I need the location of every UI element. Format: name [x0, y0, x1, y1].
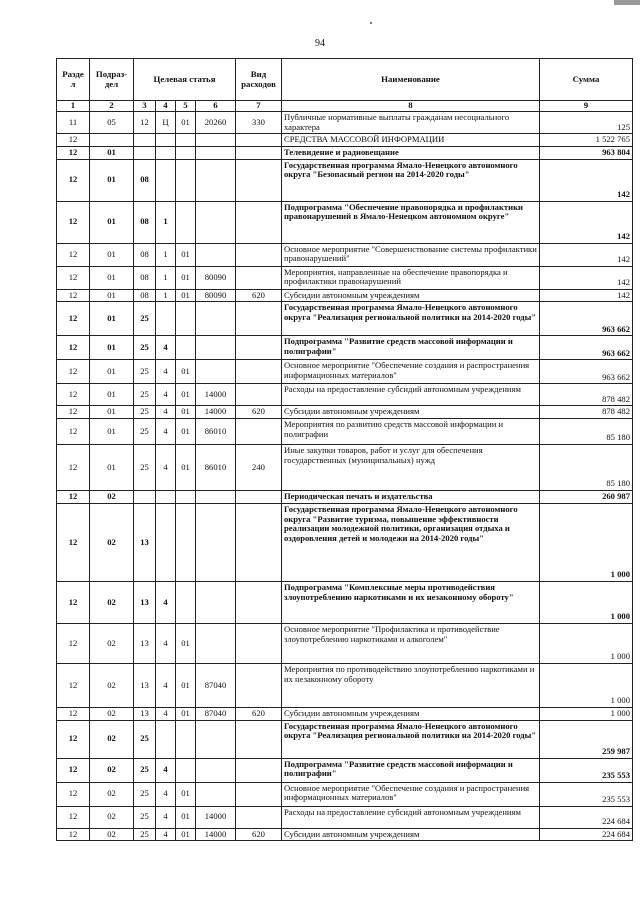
- direction-code-cell: [196, 134, 236, 147]
- name-cell: Мероприятия по противодействию злоупотреблению наркотиками и их незаконному обороту: [282, 663, 540, 707]
- expense-type-cell: [236, 503, 282, 581]
- amount-cell: 1 000: [540, 663, 633, 707]
- program-code-cell: 12: [134, 111, 156, 133]
- table-row: [57, 806, 633, 828]
- event-code-cell: 01: [176, 782, 196, 806]
- direction-code-cell: [196, 336, 236, 360]
- column-number: 6: [196, 101, 236, 112]
- razdel-cell: 11: [57, 111, 90, 133]
- subprogram-code-cell: 4: [156, 623, 176, 663]
- subprogram-code-cell: [156, 491, 176, 504]
- name-cell: Государственная программа Ямало-Ненецкого автономного округа "Безопасный регион на 2014-2020 годы": [282, 159, 540, 201]
- subprogram-code-cell: [156, 302, 176, 336]
- subprogram-code-cell: 4: [156, 758, 176, 782]
- table-row: [57, 302, 633, 336]
- subprogram-code-cell: [156, 159, 176, 201]
- event-code-cell: 01: [176, 111, 196, 133]
- podrazdel-cell: 02: [90, 707, 134, 720]
- razdel-cell: 12: [57, 289, 90, 302]
- program-code-cell: 25: [134, 384, 156, 406]
- expense-type-cell: [236, 159, 282, 201]
- expense-type-cell: [236, 302, 282, 336]
- expense-type-cell: [236, 384, 282, 406]
- razdel-cell: 12: [57, 581, 90, 623]
- program-code-cell: [134, 134, 156, 147]
- name-cell: Расходы на предоставление субсидий автономным учреждениям: [282, 384, 540, 406]
- amount-cell: 85 180: [540, 445, 633, 491]
- amount-cell: 1 000: [540, 503, 633, 581]
- subprogram-code-cell: 4: [156, 336, 176, 360]
- event-code-cell: 01: [176, 828, 196, 841]
- name-cell: Субсидии автономным учреждениям: [282, 406, 540, 419]
- table-row: [57, 266, 633, 289]
- amount-cell: 125: [540, 111, 633, 133]
- direction-code-cell: [196, 623, 236, 663]
- direction-code-cell: [196, 782, 236, 806]
- amount-cell: 963 804: [540, 147, 633, 160]
- name-cell: Иные закупки товаров, работ и услуг для обеспечения государственных (муниципальных) нужд: [282, 445, 540, 491]
- subprogram-code-cell: [156, 134, 176, 147]
- razdel-cell: 12: [57, 707, 90, 720]
- name-cell: Мероприятия, направленные на обеспечение правопорядка и профилактики правонарушений: [282, 266, 540, 289]
- program-code-cell: 25: [134, 782, 156, 806]
- table-row: [57, 828, 633, 841]
- amount-cell: 142: [540, 289, 633, 302]
- razdel-cell: 12: [57, 782, 90, 806]
- subprogram-code-cell: 4: [156, 581, 176, 623]
- razdel-cell: 12: [57, 336, 90, 360]
- podrazdel-cell: 01: [90, 201, 134, 243]
- table-row: [57, 623, 633, 663]
- expense-type-cell: [236, 581, 282, 623]
- event-code-cell: [176, 201, 196, 243]
- podrazdel-cell: 02: [90, 503, 134, 581]
- program-code-cell: 13: [134, 623, 156, 663]
- event-code-cell: 01: [176, 384, 196, 406]
- column-number: 2: [90, 101, 134, 112]
- direction-code-cell: [196, 243, 236, 266]
- event-code-cell: [176, 134, 196, 147]
- amount-cell: 142: [540, 159, 633, 201]
- direction-code-cell: [196, 758, 236, 782]
- razdel-cell: 12: [57, 266, 90, 289]
- table-row: [57, 111, 633, 133]
- direction-code-cell: [196, 302, 236, 336]
- amount-cell: 1 000: [540, 581, 633, 623]
- podrazdel-cell: 02: [90, 663, 134, 707]
- name-cell: Субсидии автономным учреждениям: [282, 289, 540, 302]
- amount-cell: 1 522 765: [540, 134, 633, 147]
- name-cell: Расходы на предоставление субсидий автономным учреждениям: [282, 806, 540, 828]
- amount-cell: 224 684: [540, 806, 633, 828]
- amount-cell: 963 662: [540, 336, 633, 360]
- expense-type-cell: [236, 147, 282, 160]
- direction-code-cell: 14000: [196, 384, 236, 406]
- amount-cell: 235 553: [540, 782, 633, 806]
- expense-type-cell: [236, 336, 282, 360]
- name-cell: Государственная программа Ямало-Ненецкого автономного округа "Реализация региональной политики на 2014-2020 годы": [282, 720, 540, 758]
- subprogram-code-cell: 4: [156, 663, 176, 707]
- event-code-cell: [176, 336, 196, 360]
- column-number: 7: [236, 101, 282, 112]
- direction-code-cell: 87040: [196, 663, 236, 707]
- program-code-cell: 08: [134, 201, 156, 243]
- expense-type-cell: 330: [236, 111, 282, 133]
- podrazdel-cell: 01: [90, 266, 134, 289]
- program-code-cell: 25: [134, 336, 156, 360]
- column-number-row: [57, 101, 633, 112]
- expense-type-cell: [236, 134, 282, 147]
- direction-code-cell: [196, 581, 236, 623]
- subprogram-code-cell: [156, 720, 176, 758]
- podrazdel-cell: 01: [90, 336, 134, 360]
- razdel-cell: 12: [57, 720, 90, 758]
- amount-cell: 142: [540, 201, 633, 243]
- podrazdel-cell: 02: [90, 623, 134, 663]
- direction-code-cell: [196, 491, 236, 504]
- podrazdel-cell: [90, 134, 134, 147]
- amount-cell: 878 482: [540, 406, 633, 419]
- direction-code-cell: 86010: [196, 445, 236, 491]
- razdel-cell: 12: [57, 147, 90, 160]
- direction-code-cell: 87040: [196, 707, 236, 720]
- subprogram-code-cell: 1: [156, 201, 176, 243]
- expense-type-cell: 620: [236, 289, 282, 302]
- event-code-cell: [176, 503, 196, 581]
- event-code-cell: [176, 581, 196, 623]
- program-code-cell: 08: [134, 159, 156, 201]
- amount-cell: 142: [540, 243, 633, 266]
- expense-type-cell: [236, 782, 282, 806]
- podrazdel-cell: 01: [90, 302, 134, 336]
- table-row: [57, 503, 633, 581]
- header-podrazdel: Подраз- дел: [90, 59, 134, 101]
- program-code-cell: 25: [134, 806, 156, 828]
- event-code-cell: 01: [176, 663, 196, 707]
- razdel-cell: 12: [57, 201, 90, 243]
- program-code-cell: [134, 491, 156, 504]
- expense-type-cell: [236, 266, 282, 289]
- name-cell: Подпрограмма "Обеспечение правопорядка и профилактики правонарушений в Ямало-Ненецком автономном округе": [282, 201, 540, 243]
- budget-table: [56, 58, 633, 841]
- event-code-cell: [176, 720, 196, 758]
- expense-type-cell: [236, 201, 282, 243]
- event-code-cell: 01: [176, 806, 196, 828]
- subprogram-code-cell: 4: [156, 406, 176, 419]
- amount-cell: 260 987: [540, 491, 633, 504]
- direction-code-cell: 86010: [196, 419, 236, 445]
- name-cell: Основное мероприятие "Профилактика и противодействие злоупотреблению наркотиками и алкоголем": [282, 623, 540, 663]
- subprogram-code-cell: [156, 147, 176, 160]
- name-cell: Субсидии автономным учреждениям: [282, 707, 540, 720]
- header-naimenovanie: Наименование: [282, 59, 540, 101]
- podrazdel-cell: 02: [90, 720, 134, 758]
- name-cell: СРЕДСТВА МАССОВОЙ ИНФОРМАЦИИ: [282, 134, 540, 147]
- program-code-cell: 13: [134, 503, 156, 581]
- program-code-cell: 25: [134, 758, 156, 782]
- expense-type-cell: [236, 720, 282, 758]
- column-number: 4: [156, 101, 176, 112]
- program-code-cell: 25: [134, 419, 156, 445]
- razdel-cell: 12: [57, 406, 90, 419]
- amount-cell: 235 553: [540, 758, 633, 782]
- razdel-cell: 12: [57, 159, 90, 201]
- table-row: [57, 491, 633, 504]
- table-row: [57, 581, 633, 623]
- event-code-cell: [176, 491, 196, 504]
- podrazdel-cell: 01: [90, 159, 134, 201]
- expense-type-cell: [236, 663, 282, 707]
- direction-code-cell: 14000: [196, 406, 236, 419]
- table-row: [57, 134, 633, 147]
- name-cell: Публичные нормативные выплаты гражданам несоциального характера: [282, 111, 540, 133]
- header-summa: Сумма: [540, 59, 633, 101]
- program-code-cell: 08: [134, 289, 156, 302]
- podrazdel-cell: 02: [90, 758, 134, 782]
- razdel-cell: 12: [57, 445, 90, 491]
- amount-cell: 85 180: [540, 419, 633, 445]
- podrazdel-cell: 01: [90, 384, 134, 406]
- direction-code-cell: [196, 503, 236, 581]
- table-row: [57, 720, 633, 758]
- amount-cell: 259 987: [540, 720, 633, 758]
- event-code-cell: 01: [176, 406, 196, 419]
- subprogram-code-cell: 4: [156, 707, 176, 720]
- direction-code-cell: 14000: [196, 806, 236, 828]
- column-number: 5: [176, 101, 196, 112]
- table-row: [57, 289, 633, 302]
- expense-type-cell: 620: [236, 828, 282, 841]
- podrazdel-cell: 05: [90, 111, 134, 133]
- event-code-cell: 01: [176, 707, 196, 720]
- razdel-cell: 12: [57, 758, 90, 782]
- table-row: [57, 419, 633, 445]
- podrazdel-cell: 01: [90, 445, 134, 491]
- direction-code-cell: [196, 147, 236, 160]
- table-row: [57, 201, 633, 243]
- direction-code-cell: 80090: [196, 266, 236, 289]
- direction-code-cell: [196, 360, 236, 384]
- header-razdel: Разде л: [57, 59, 90, 101]
- event-code-cell: 01: [176, 445, 196, 491]
- event-code-cell: [176, 302, 196, 336]
- amount-cell: 963 662: [540, 302, 633, 336]
- table-row: [57, 663, 633, 707]
- column-number: 8: [282, 101, 540, 112]
- podrazdel-cell: 02: [90, 828, 134, 841]
- program-code-cell: 25: [134, 360, 156, 384]
- subprogram-code-cell: 1: [156, 289, 176, 302]
- program-code-cell: 08: [134, 243, 156, 266]
- subprogram-code-cell: 4: [156, 360, 176, 384]
- razdel-cell: 12: [57, 243, 90, 266]
- name-cell: Подпрограмма "Развитие средств массовой информации и полиграфии": [282, 336, 540, 360]
- program-code-cell: 25: [134, 828, 156, 841]
- table-row: [57, 147, 633, 160]
- razdel-cell: 12: [57, 302, 90, 336]
- subprogram-code-cell: 4: [156, 445, 176, 491]
- razdel-cell: 12: [57, 623, 90, 663]
- name-cell: Мероприятия по развитию средств массовой информации и полиграфии: [282, 419, 540, 445]
- podrazdel-cell: 01: [90, 289, 134, 302]
- name-cell: Основное мероприятие "Обеспечение создания и распространения информационных материалов": [282, 360, 540, 384]
- razdel-cell: 12: [57, 384, 90, 406]
- table-row: [57, 406, 633, 419]
- column-number: 9: [540, 101, 633, 112]
- name-cell: Основное мероприятие "Обеспечение создания и распространения информационных материалов": [282, 782, 540, 806]
- name-cell: Подпрограмма "Комплексные меры противодействия злоупотреблению наркотиками и их незаконному обороту": [282, 581, 540, 623]
- event-code-cell: 01: [176, 243, 196, 266]
- table-row: [57, 782, 633, 806]
- podrazdel-cell: 02: [90, 491, 134, 504]
- event-code-cell: 01: [176, 266, 196, 289]
- subprogram-code-cell: 1: [156, 266, 176, 289]
- subprogram-code-cell: 1: [156, 243, 176, 266]
- expense-type-cell: [236, 758, 282, 782]
- table-header: [57, 59, 633, 112]
- name-cell: Телевидение и радиовещание: [282, 147, 540, 160]
- page-number: 94: [315, 38, 325, 49]
- razdel-cell: 12: [57, 806, 90, 828]
- subprogram-code-cell: 4: [156, 828, 176, 841]
- event-code-cell: 01: [176, 289, 196, 302]
- direction-code-cell: [196, 159, 236, 201]
- subprogram-code-cell: 4: [156, 806, 176, 828]
- razdel-cell: 12: [57, 663, 90, 707]
- name-cell: Государственная программа Ямало-Ненецкого автономного округа "Реализация региональной политики на 2014-2020 годы": [282, 302, 540, 336]
- subprogram-code-cell: Ц: [156, 111, 176, 133]
- name-cell: Периодическая печать и издательства: [282, 491, 540, 504]
- podrazdel-cell: 01: [90, 243, 134, 266]
- amount-cell: 1 000: [540, 707, 633, 720]
- direction-code-cell: [196, 720, 236, 758]
- event-code-cell: [176, 159, 196, 201]
- table-row: [57, 336, 633, 360]
- amount-cell: 1 000: [540, 623, 633, 663]
- razdel-cell: 12: [57, 491, 90, 504]
- razdel-cell: 12: [57, 503, 90, 581]
- expense-type-cell: [236, 243, 282, 266]
- expense-type-cell: 620: [236, 406, 282, 419]
- razdel-cell: 12: [57, 828, 90, 841]
- razdel-cell: 12: [57, 419, 90, 445]
- subprogram-code-cell: [156, 503, 176, 581]
- name-cell: Субсидии автономным учреждениям: [282, 828, 540, 841]
- program-code-cell: 25: [134, 445, 156, 491]
- podrazdel-cell: 01: [90, 406, 134, 419]
- header-vid-rashodov: Вид расходов: [236, 59, 282, 101]
- program-code-cell: 25: [134, 720, 156, 758]
- table-row: [57, 758, 633, 782]
- amount-cell: 963 662: [540, 360, 633, 384]
- razdel-cell: 12: [57, 134, 90, 147]
- amount-cell: 142: [540, 266, 633, 289]
- direction-code-cell: 14000: [196, 828, 236, 841]
- expense-type-cell: 620: [236, 707, 282, 720]
- amount-cell: 878 482: [540, 384, 633, 406]
- table-row: [57, 243, 633, 266]
- expense-type-cell: [236, 806, 282, 828]
- subprogram-code-cell: 4: [156, 384, 176, 406]
- podrazdel-cell: 01: [90, 147, 134, 160]
- header-tselevaya-statya: Целевая статья: [134, 59, 236, 101]
- expense-type-cell: [236, 360, 282, 384]
- header-row: [57, 59, 633, 101]
- podrazdel-cell: 02: [90, 782, 134, 806]
- table-row: [57, 384, 633, 406]
- scan-dot-mark: [370, 22, 372, 24]
- podrazdel-cell: 01: [90, 360, 134, 384]
- direction-code-cell: 80090: [196, 289, 236, 302]
- scan-corner-mark: [614, 0, 640, 5]
- program-code-cell: 25: [134, 406, 156, 419]
- subprogram-code-cell: 4: [156, 419, 176, 445]
- program-code-cell: 25: [134, 302, 156, 336]
- expense-type-cell: 240: [236, 445, 282, 491]
- podrazdel-cell: 02: [90, 806, 134, 828]
- table-row: [57, 707, 633, 720]
- program-code-cell: 13: [134, 707, 156, 720]
- table-row: [57, 360, 633, 384]
- event-code-cell: [176, 147, 196, 160]
- amount-cell: 224 684: [540, 828, 633, 841]
- name-cell: Государственная программа Ямало-Ненецкого автономного округа "Развитие туризма, повышение эффективности реализации молодежной политики, организация отдыха и оздоровления детей и молодежи на 2014-2020 годы": [282, 503, 540, 581]
- event-code-cell: 01: [176, 360, 196, 384]
- direction-code-cell: 20260: [196, 111, 236, 133]
- podrazdel-cell: 02: [90, 581, 134, 623]
- program-code-cell: 13: [134, 581, 156, 623]
- event-code-cell: [176, 758, 196, 782]
- direction-code-cell: [196, 201, 236, 243]
- column-number: 3: [134, 101, 156, 112]
- expense-type-cell: [236, 419, 282, 445]
- column-number: 1: [57, 101, 90, 112]
- program-code-cell: 13: [134, 663, 156, 707]
- name-cell: Основное мероприятие "Совершенствование системы профилактики правонарушений": [282, 243, 540, 266]
- podrazdel-cell: 01: [90, 419, 134, 445]
- event-code-cell: 01: [176, 419, 196, 445]
- razdel-cell: 12: [57, 360, 90, 384]
- program-code-cell: 08: [134, 266, 156, 289]
- table-body: [57, 111, 633, 840]
- subprogram-code-cell: 4: [156, 782, 176, 806]
- table-row: [57, 159, 633, 201]
- event-code-cell: 01: [176, 623, 196, 663]
- expense-type-cell: [236, 491, 282, 504]
- name-cell: Подпрограмма "Развитие средств массовой информации и полиграфии": [282, 758, 540, 782]
- table-row: [57, 445, 633, 491]
- expense-type-cell: [236, 623, 282, 663]
- program-code-cell: [134, 147, 156, 160]
